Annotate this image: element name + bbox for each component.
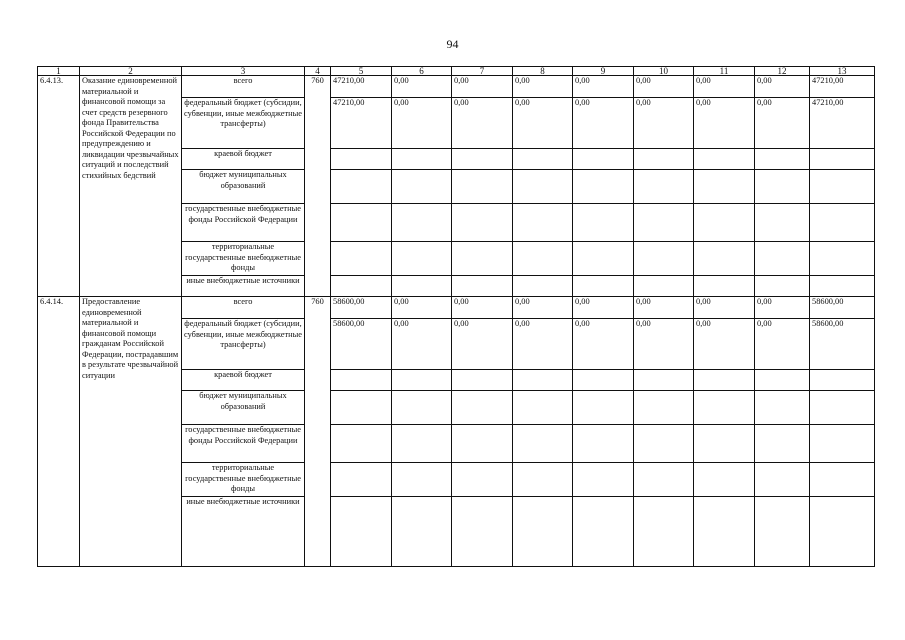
value-cell: 0,00 [694,319,755,370]
value-cell: 0,00 [694,76,755,98]
item-code: 760 [305,297,331,567]
funding-source: иные внебюджетные источники [182,497,305,567]
value-cell: 58600,00 [331,297,392,319]
value-cell [331,242,392,276]
funding-source: федеральный бюджет (субсидии, субвенции, иные межбюджетные трансферты) [182,319,305,370]
value-cell [573,149,634,170]
column-header: 8 [513,67,573,76]
funding-source: бюджет муниципальных образований [182,170,305,204]
value-cell [392,370,452,391]
value-cell: 0,00 [755,98,810,149]
value-cell [513,242,573,276]
value-cell [452,170,513,204]
item-code: 760 [305,76,331,297]
funding-source: иные внебюджетные источники [182,276,305,297]
value-cell [513,425,573,463]
value-cell [452,463,513,497]
funding-source: территориальные государственные внебюджетные фонды [182,242,305,276]
value-cell: 0,00 [634,98,694,149]
value-cell [755,170,810,204]
value-cell [755,149,810,170]
value-cell [634,497,694,567]
value-cell [810,242,875,276]
value-cell [755,391,810,425]
value-cell [634,370,694,391]
value-cell [573,276,634,297]
value-cell [634,463,694,497]
value-cell [634,170,694,204]
value-cell [810,425,875,463]
value-cell [331,204,392,242]
value-cell [513,170,573,204]
column-header: 12 [755,67,810,76]
value-cell [694,204,755,242]
table-row [38,76,875,98]
funding-source: территориальные государственные внебюджетные фонды [182,463,305,497]
value-cell [694,276,755,297]
value-cell [452,391,513,425]
value-cell [513,149,573,170]
value-cell [513,276,573,297]
funding-source: государственные внебюджетные фонды Российской Федерации [182,425,305,463]
column-header: 4 [305,67,331,76]
value-cell [452,497,513,567]
value-cell [755,204,810,242]
value-cell [634,276,694,297]
value-cell [392,170,452,204]
value-cell: 0,00 [634,76,694,98]
value-cell: 0,00 [513,297,573,319]
value-cell [573,170,634,204]
value-cell [331,170,392,204]
funding-source: бюджет муниципальных образований [182,391,305,425]
value-cell [331,149,392,170]
value-cell: 0,00 [452,98,513,149]
funding-source: всего [182,76,305,98]
value-cell [392,391,452,425]
value-cell [452,149,513,170]
value-cell [392,425,452,463]
value-cell [634,149,694,170]
value-cell [331,391,392,425]
value-cell: 47210,00 [331,98,392,149]
table-row [38,297,875,319]
value-cell [694,370,755,391]
value-cell [513,391,573,425]
value-cell: 0,00 [694,98,755,149]
value-cell [810,204,875,242]
value-cell [573,425,634,463]
value-cell [331,276,392,297]
value-cell [392,149,452,170]
value-cell [513,204,573,242]
funding-source: всего [182,297,305,319]
value-cell [810,170,875,204]
value-cell: 58600,00 [331,319,392,370]
value-cell: 47210,00 [331,76,392,98]
funding-source: федеральный бюджет (субсидии, субвенции, иные межбюджетные трансферты) [182,98,305,149]
column-header: 10 [634,67,694,76]
value-cell [694,425,755,463]
value-cell [755,242,810,276]
value-cell: 0,00 [392,297,452,319]
value-cell [331,370,392,391]
value-cell [755,425,810,463]
value-cell [452,370,513,391]
value-cell [694,391,755,425]
value-cell [573,391,634,425]
value-cell: 0,00 [513,98,573,149]
value-cell: 0,00 [694,297,755,319]
column-header: 11 [694,67,755,76]
value-cell: 0,00 [634,319,694,370]
value-cell: 0,00 [755,297,810,319]
value-cell: 0,00 [755,76,810,98]
value-cell [452,276,513,297]
value-cell: 0,00 [513,319,573,370]
value-cell [810,276,875,297]
value-cell [755,276,810,297]
value-cell [810,149,875,170]
value-cell [694,242,755,276]
value-cell [694,463,755,497]
value-cell: 47210,00 [810,98,875,149]
funding-source: государственные внебюджетные фонды Российской Федерации [182,204,305,242]
value-cell [392,463,452,497]
value-cell [452,425,513,463]
value-cell: 0,00 [573,319,634,370]
item-number: 6.4.13. [38,76,80,297]
value-cell: 0,00 [755,319,810,370]
column-header: 7 [452,67,513,76]
value-cell [573,204,634,242]
value-cell: 58600,00 [810,297,875,319]
value-cell [452,242,513,276]
value-cell [634,242,694,276]
column-header: 5 [331,67,392,76]
value-cell [634,425,694,463]
value-cell [392,204,452,242]
column-header: 3 [182,67,305,76]
value-cell [392,497,452,567]
value-cell: 0,00 [452,319,513,370]
value-cell: 58600,00 [810,319,875,370]
value-cell: 0,00 [452,297,513,319]
value-cell [573,242,634,276]
column-header: 6 [392,67,452,76]
value-cell: 0,00 [392,319,452,370]
funding-source: краевой бюджет [182,149,305,170]
table-body [38,76,875,567]
value-cell [810,391,875,425]
value-cell: 0,00 [573,98,634,149]
item-description: Предоставление единовременной материальной и финансовой помощи гражданам Российской Федерации, пострадавшим в результате чрезвычайной ситуации [80,297,182,567]
value-cell [755,370,810,391]
value-cell: 47210,00 [810,76,875,98]
page-number: 94 [446,37,459,51]
value-cell [513,370,573,391]
value-cell [573,370,634,391]
value-cell [513,497,573,567]
value-cell [392,242,452,276]
value-cell: 0,00 [513,76,573,98]
value-cell [573,463,634,497]
value-cell [452,204,513,242]
column-header: 13 [810,67,875,76]
value-cell [755,497,810,567]
value-cell: 0,00 [452,76,513,98]
value-cell: 0,00 [392,76,452,98]
item-description: Оказание единовременной материальной и финансовой помощи за счет средств резервного фонда Правительства Российской Федерации по предупреждению и ликвидации чрезвычайных ситуаций и последствий стихийных бедствий [80,76,182,297]
value-cell [331,497,392,567]
column-number-row [38,67,875,76]
value-cell [810,497,875,567]
value-cell [573,497,634,567]
value-cell [755,463,810,497]
column-header: 2 [80,67,182,76]
item-number: 6.4.14. [38,297,80,567]
budget-table [37,66,875,567]
value-cell [513,463,573,497]
value-cell: 0,00 [573,76,634,98]
value-cell [694,170,755,204]
funding-source: краевой бюджет [182,370,305,391]
column-header: 9 [573,67,634,76]
value-cell: 0,00 [573,297,634,319]
value-cell [634,204,694,242]
value-cell [694,497,755,567]
value-cell: 0,00 [634,297,694,319]
value-cell [331,425,392,463]
value-cell [634,391,694,425]
value-cell [810,463,875,497]
value-cell [392,276,452,297]
value-cell [694,149,755,170]
column-header: 1 [38,67,80,76]
value-cell [331,463,392,497]
value-cell: 0,00 [392,98,452,149]
value-cell [810,370,875,391]
